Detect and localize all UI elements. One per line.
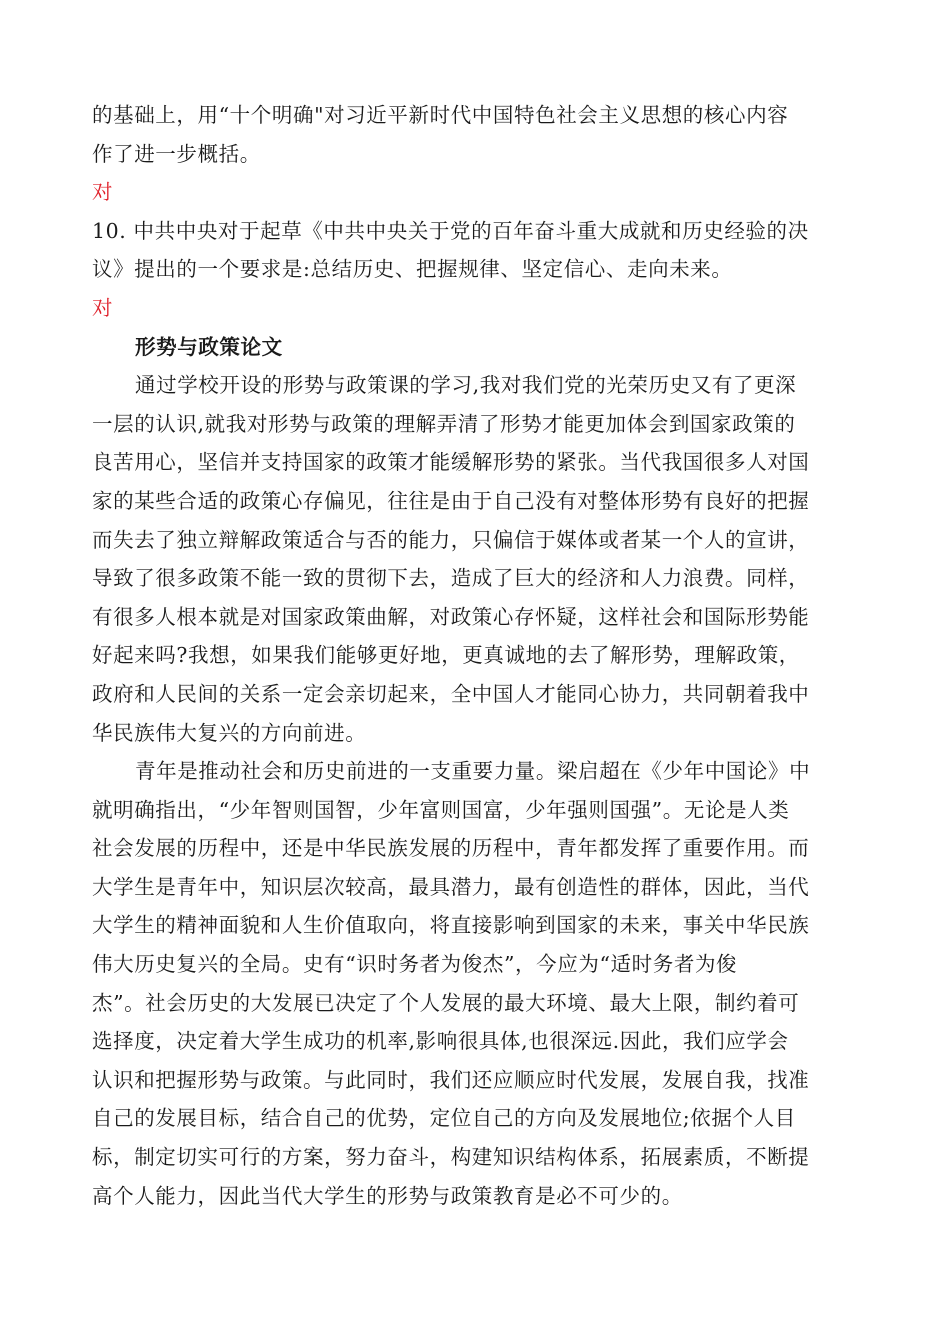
paragraph-line: 选择度，决定着大学生成功的机率,影响很具体,也很深远.因此，我们应学会 bbox=[92, 1029, 789, 1054]
question-9-answer: 对 bbox=[92, 180, 114, 205]
paragraph-line: 华民族伟大复兴的方向前进。 bbox=[92, 720, 367, 745]
paragraph-line: 青年是推动社会和历史前进的一支重要力量。梁启超在《少年中国论》中 bbox=[135, 759, 811, 784]
essay-paragraph-1 bbox=[92, 366, 854, 752]
paragraph-line: 一层的认识,就我对形势与政策的理解弄清了形势才能更加体会到国家政策的 bbox=[92, 411, 796, 436]
paragraph-line: 认识和把握形势与政策。与此同时，我们还应顺应时代发展，发展自我，找准 bbox=[92, 1067, 810, 1092]
essay-title: 形势与政策论文 bbox=[135, 334, 283, 359]
paragraph-line: 大学生是青年中，知识层次较高，最具潜力，最有创造性的群体，因此，当代 bbox=[92, 874, 810, 899]
paragraph-line: 政府和人民间的关系一定会亲切起来，全中国人才能同心协力，共同朝着我中 bbox=[92, 681, 810, 706]
essay-paragraph-2 bbox=[92, 752, 854, 1215]
paragraph-line: 导致了很多政策不能一致的贯彻下去，造成了巨大的经济和人力浪费。同样， bbox=[92, 566, 810, 591]
paragraph-line: 自己的发展目标，结合自己的优势，定位自己的方向及发展地位;依据个人目 bbox=[92, 1106, 796, 1131]
paragraph-line: 伟大历史复兴的全局。史有“识时务者为俊杰”，今应为“适时务者为俊 bbox=[92, 952, 738, 977]
document-page bbox=[92, 96, 854, 1215]
paragraph-line: 就明确指出，“少年智则国智，少年富则国富，少年强则国强”。无论是人类 bbox=[92, 797, 790, 822]
paragraph-line: 通过学校开设的形势与政策课的学习,我对我们党的光荣历史又有了更深 bbox=[135, 373, 797, 398]
question-9-line-1: 的基础上，用“十个明确"对习近平新时代中国特色社会主义思想的核心内容 bbox=[92, 103, 789, 127]
question-9-line-2: 作了进一步概括。 bbox=[92, 141, 261, 166]
paragraph-line: 有很多人根本就是对国家政策曲解，对政策心存怀疑，这样社会和国际形势能 bbox=[92, 604, 810, 629]
paragraph-line: 高个人能力，因此当代大学生的形势与政策教育是必不可少的。 bbox=[92, 1183, 683, 1208]
paragraph-line: 大学生的精神面貌和人生价值取向，将直接影响到国家的未来，事关中华民族 bbox=[92, 913, 810, 938]
paragraph-line: 社会发展的历程中，还是中华民族发展的历程中，青年都发挥了重要作用。而 bbox=[92, 836, 810, 861]
question-10-answer: 对 bbox=[92, 295, 114, 320]
question-10-line-1: 10. 中共中央对于起草《中共中央关于党的百年奋斗重大成就和历史经验的决 bbox=[92, 218, 809, 243]
paragraph-line: 家的某些合适的政策心存偏见，往往是由于自己没有对整体形势有良好的把握 bbox=[92, 488, 810, 513]
question-10-line-2: 议》提出的一个要求是:总结历史、把握规律、坚定信心、走向未来。 bbox=[92, 257, 733, 282]
paragraph-line: 标，制定切实可行的方案，努力奋斗，构建知识结构体系，拓展素质，不断提 bbox=[92, 1145, 810, 1170]
paragraph-line: 良苦用心，坚信并支持国家的政策才能缓解形势的紧张。当代我国很多人对国 bbox=[92, 450, 810, 475]
paragraph-line: 杰”。社会历史的大发展已决定了个人发展的最大环境、最大上限，制约着可 bbox=[92, 990, 800, 1015]
paragraph-line: 好起来吗?我想，如果我们能够更好地，更真诚地的去了解形势，理解政策， bbox=[92, 643, 800, 668]
paragraph-line: 而失去了独立辩解政策适合与否的能力，只偏信于媒体或者某一个人的宣讲， bbox=[92, 527, 810, 552]
